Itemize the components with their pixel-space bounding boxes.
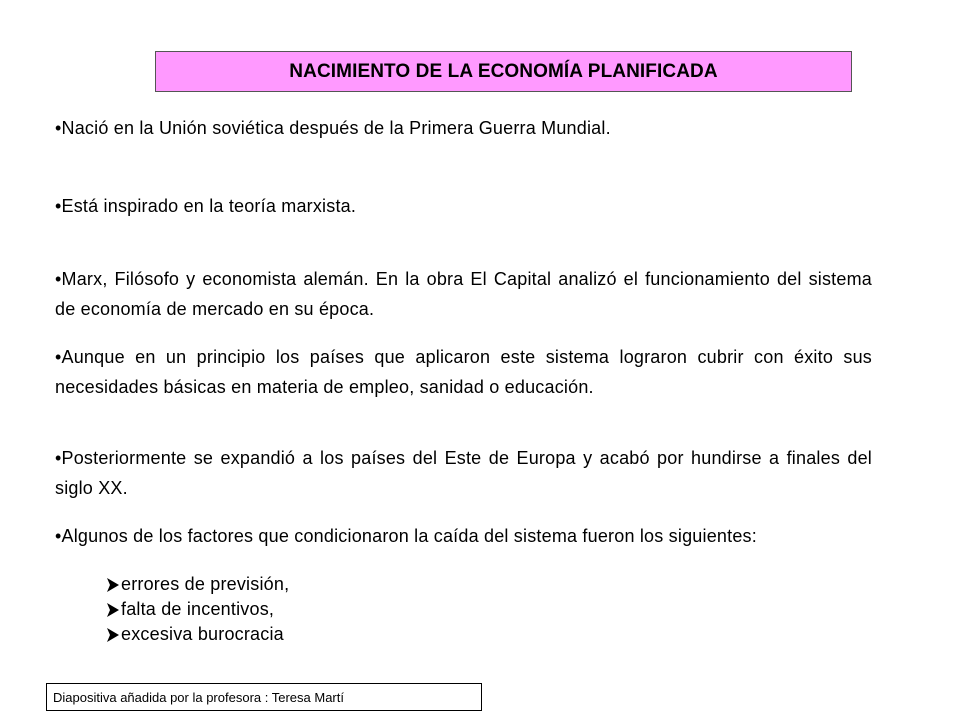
paragraph-text: Nació en la Unión soviética después de la Primera Guerra Mundial. <box>61 118 611 138</box>
paragraph-text: Posteriormente se expandió a los países del Este de Europa y acabó por hundirse a finales del siglo XX. <box>55 448 872 498</box>
factors-list <box>106 572 289 647</box>
bullet-paragraph <box>55 264 872 324</box>
arrow-bullet-icon <box>106 602 120 618</box>
paragraph-text: Marx, Filósofo y economista alemán. En la obra El Capital analizó el funcionamiento del sistema de economía de mercado en su época. <box>55 269 872 319</box>
footer-credit-box <box>46 683 482 711</box>
bullet-icon: • <box>55 448 62 468</box>
bullet-paragraph <box>55 113 872 143</box>
slide-title-box <box>155 51 852 92</box>
bullet-icon: • <box>55 269 62 289</box>
bullet-icon: • <box>55 526 62 546</box>
list-item <box>106 622 289 647</box>
bullet-paragraph <box>55 443 872 503</box>
bullet-paragraph <box>55 342 872 402</box>
arrow-bullet-icon <box>106 577 120 593</box>
arrow-bullet-icon <box>106 627 120 643</box>
paragraph-text: Aunque en un principio los países que aplicaron este sistema lograron cubrir con éxito sus necesidades básicas en materia de empleo, sanidad o educación. <box>55 347 872 397</box>
slide-title: NACIMIENTO DE LA ECONOMÍA PLANIFICADA <box>289 60 718 82</box>
paragraph-text: Está inspirado en la teoría marxista. <box>61 196 357 216</box>
list-item <box>106 572 289 597</box>
list-item <box>106 597 289 622</box>
list-item-text: errores de previsión, <box>121 574 290 594</box>
footer-credit: Diapositiva añadida por la profesora : Teresa Martí <box>53 689 344 705</box>
bullet-icon: • <box>55 118 62 138</box>
list-item-text: falta de incentivos, <box>121 599 275 619</box>
list-item-text: excesiva burocracia <box>121 624 284 644</box>
bullet-icon: • <box>55 347 62 367</box>
bullet-paragraph <box>55 191 872 221</box>
bullet-icon: • <box>55 196 62 216</box>
paragraph-text: Algunos de los factores que condicionaron la caída del sistema fueron los siguientes: <box>61 526 757 546</box>
bullet-paragraph <box>55 521 872 551</box>
